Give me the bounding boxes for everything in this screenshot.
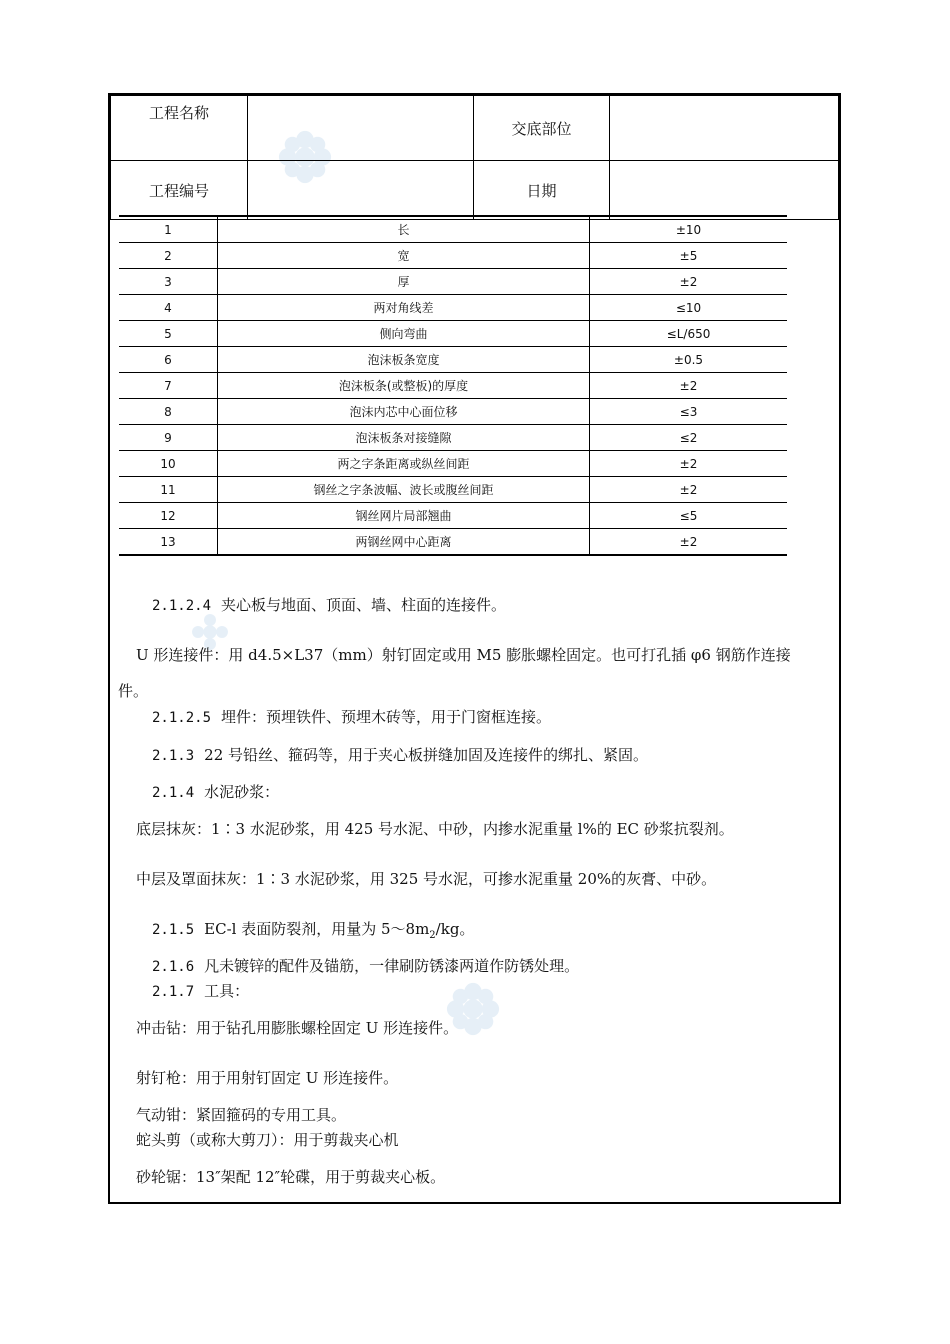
table-row (119, 269, 787, 295)
row-tolerance: ≤5 (590, 503, 788, 529)
row-item: 宽 (218, 243, 590, 269)
row-item: 两之字条距离或纵丝间距 (218, 451, 590, 477)
table-row (119, 425, 787, 451)
row-number: 3 (119, 269, 218, 295)
section-number: 2.1.7 (152, 984, 195, 1000)
paragraph-2-1-3 (152, 745, 648, 766)
header-table (110, 95, 839, 220)
location-label: 交底部位 (474, 96, 610, 161)
row-item: 侧向弯曲 (218, 321, 590, 347)
paragraph-text: 工具： (204, 982, 250, 1000)
section-number: 2.1.2.4 (152, 598, 212, 614)
paragraph-text: 水泥砂浆： (204, 783, 280, 801)
row-item: 泡沫板条宽度 (218, 347, 590, 373)
table-row (119, 399, 787, 425)
table-row (119, 295, 787, 321)
paragraph-2-1-2-4 (152, 595, 506, 616)
row-tolerance: ±2 (590, 269, 788, 295)
row-number: 1 (119, 216, 218, 243)
row-tolerance: ≤2 (590, 425, 788, 451)
paragraph-grinder-saw: 砂轮锯：13″架配 12″轮碟，用于剪裁夹心板。 (136, 1168, 446, 1186)
paragraph-text: 22 号铅丝、箍码等，用于夹心板拼缝加固及连接件的绑扎、紧固。 (204, 746, 649, 764)
row-item: 泡沫内芯中心面位移 (218, 399, 590, 425)
section-number: 2.1.4 (152, 785, 195, 801)
row-item: 两钢丝网中心距离 (218, 529, 590, 556)
table-row (119, 216, 787, 243)
paragraph-snake-shears: 蛇头剪（或称大剪刀）：用于剪裁夹心机 (136, 1131, 399, 1149)
paragraph-text: 埋件：预埋铁件、预埋木砖等，用于门窗框连接。 (221, 708, 552, 726)
table-row (119, 503, 787, 529)
row-tolerance: ±10 (590, 216, 788, 243)
project-no-value (248, 161, 474, 220)
paragraph-base-plaster: 底层抹灰：1∶3 水泥砂浆，用 425 号水泥、中砂，内掺水泥重量 l%的 EC 砂浆抗裂剂。 (136, 820, 734, 838)
row-tolerance: ≤L/650 (590, 321, 788, 347)
project-name-label: 工程名称 (111, 96, 248, 161)
paragraph-u-connector: U 形连接件：用 d4.5×L37（mm）射钉固定或用 M5 膨胀螺栓固定。也可打孔插 φ6 钢筋作连接 (136, 646, 791, 664)
paragraph-text: 凡未镀锌的配件及锚筋，一律刷防锈漆两道作防锈处理。 (204, 957, 580, 975)
location-value (610, 96, 839, 161)
paragraph-middle-plaster: 中层及罩面抹灰：1∶3 水泥砂浆，用 325 号水泥，可掺水泥重量 20%的灰膏、中砂。 (136, 870, 717, 888)
paragraph-pneumatic-pliers: 气动钳：紧固箍码的专用工具。 (136, 1106, 347, 1124)
table-row (119, 529, 787, 556)
paragraph-u-connector-cont: 件。 (118, 682, 149, 700)
row-number: 8 (119, 399, 218, 425)
table-row (119, 321, 787, 347)
paragraph-text: 夹心板与地面、顶面、墙、柱面的连接件。 (221, 596, 507, 614)
project-no-label: 工程编号 (111, 161, 248, 220)
document-frame (108, 93, 841, 1204)
section-number: 2.1.3 (152, 748, 195, 764)
row-number: 6 (119, 347, 218, 373)
row-number: 2 (119, 243, 218, 269)
section-number: 2.1.2.5 (152, 710, 212, 726)
paragraph-text: EC-l 表面防裂剂，用量为 5～8m (204, 920, 430, 938)
row-number: 9 (119, 425, 218, 451)
row-item: 泡沫板条对接缝隙 (218, 425, 590, 451)
table-row (119, 347, 787, 373)
row-item: 两对角线差 (218, 295, 590, 321)
row-number: 10 (119, 451, 218, 477)
project-name-value (248, 96, 474, 161)
section-number: 2.1.5 (152, 922, 195, 938)
row-tolerance: ±2 (590, 373, 788, 399)
row-item: 厚 (218, 269, 590, 295)
date-value (610, 161, 839, 220)
row-item: 钢丝网片局部翘曲 (218, 503, 590, 529)
row-item: 长 (218, 216, 590, 243)
row-number: 12 (119, 503, 218, 529)
table-row (119, 477, 787, 503)
paragraph-2-1-2-5 (152, 707, 551, 728)
row-item: 钢丝之字条波幅、波长或腹丝间距 (218, 477, 590, 503)
paragraph-2-1-4 (152, 782, 279, 803)
row-tolerance: ≤10 (590, 295, 788, 321)
subscript: 2 (429, 930, 436, 941)
paragraph-impact-drill: 冲击钻：用于钻孔用膨胀螺栓固定 U 形连接件。 (136, 1019, 459, 1037)
table-row (119, 451, 787, 477)
row-item: 泡沫板条(或整板)的厚度 (218, 373, 590, 399)
tolerance-table (119, 215, 787, 556)
paragraph-2-1-5 (152, 919, 474, 946)
row-tolerance: ±0.5 (590, 347, 788, 373)
paragraph-nail-gun: 射钉枪：用于用射钉固定 U 形连接件。 (136, 1069, 399, 1087)
row-tolerance: ±2 (590, 529, 788, 556)
row-tolerance: ≤3 (590, 399, 788, 425)
row-tolerance: ±2 (590, 451, 788, 477)
paragraph-2-1-6 (152, 956, 579, 977)
row-tolerance: ±2 (590, 477, 788, 503)
paragraph-text: /kg。 (435, 920, 475, 938)
section-number: 2.1.6 (152, 959, 195, 975)
row-number: 11 (119, 477, 218, 503)
row-number: 5 (119, 321, 218, 347)
table-row (119, 243, 787, 269)
date-label: 日期 (474, 161, 610, 220)
paragraph-2-1-7 (152, 981, 249, 1002)
row-tolerance: ±5 (590, 243, 788, 269)
row-number: 4 (119, 295, 218, 321)
row-number: 7 (119, 373, 218, 399)
row-number: 13 (119, 529, 218, 556)
table-row (119, 373, 787, 399)
